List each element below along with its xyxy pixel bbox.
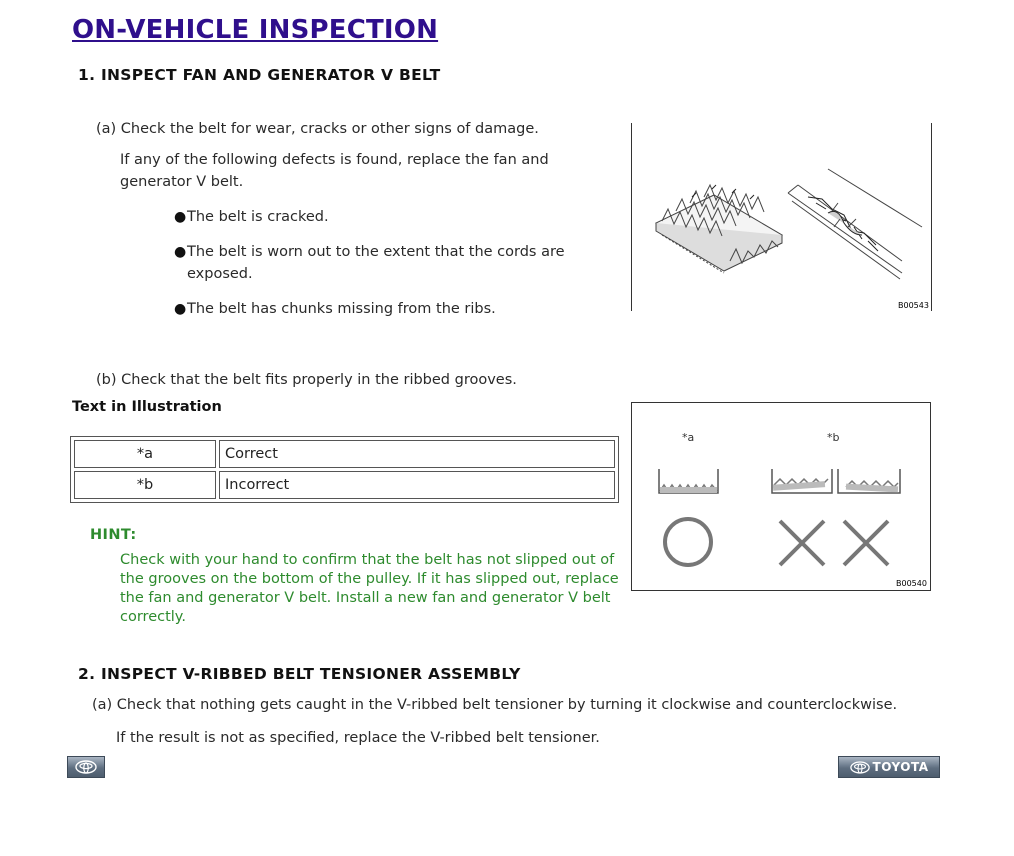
step-1a-note: If any of the following defects is found, replace the fan and generator V belt. bbox=[120, 152, 549, 190]
list-item bbox=[174, 298, 614, 320]
figure-2-label-b: *b bbox=[827, 431, 840, 444]
illustration-table bbox=[70, 436, 619, 503]
figure-2-label-a: *a bbox=[682, 431, 695, 444]
bullet-text: The belt has chunks missing from the ribs. bbox=[187, 301, 496, 317]
figure-2-code: B00540 bbox=[896, 579, 927, 588]
bullet-icon: ● bbox=[174, 244, 187, 260]
toyota-button[interactable] bbox=[838, 756, 940, 778]
section-1-heading: 1. INSPECT FAN AND GENERATOR V BELT bbox=[78, 66, 441, 84]
table-cell-value: Incorrect bbox=[219, 471, 615, 499]
toyota-home-button[interactable] bbox=[67, 756, 105, 778]
hint-text: Check with your hand to confirm that the belt has not slipped out of the grooves on the bottom of the pulley. If it has slipped out, replace the fan and generator V belt. Install a new fan and generator V belt correctly. bbox=[120, 552, 619, 625]
belt-fit-figure bbox=[631, 402, 931, 591]
list-item bbox=[174, 206, 614, 228]
toyota-logo-icon bbox=[75, 760, 97, 774]
step-2a-text: (a) Check that nothing gets caught in the V-ribbed belt tensioner by turning it clockwise and counterclockwise. bbox=[92, 697, 898, 713]
figure-1-code: B00543 bbox=[898, 301, 929, 310]
bullet-icon: ● bbox=[174, 209, 187, 225]
incorrect-x-icon bbox=[780, 521, 888, 565]
incorrect-belt-fit-icon bbox=[772, 469, 900, 493]
correct-circle-icon bbox=[665, 519, 711, 565]
step-2a-note: If the result is not as specified, replace the V-ribbed belt tensioner. bbox=[116, 730, 600, 746]
correct-belt-fit-icon bbox=[659, 469, 718, 493]
page-title: ON-VEHICLE INSPECTION bbox=[72, 15, 439, 45]
defect-list bbox=[174, 206, 614, 320]
belt-damage-figure bbox=[631, 123, 932, 311]
belt-damage-illustration bbox=[632, 123, 931, 311]
list-item bbox=[174, 241, 594, 285]
section-2-heading: 2. INSPECT V-RIBBED BELT TENSIONER ASSEMBLY bbox=[78, 665, 521, 683]
belt-fit-illustration bbox=[632, 403, 930, 590]
bullet-text: The belt is worn out to the extent that the cords are exposed. bbox=[187, 244, 565, 282]
step-1a-text: (a) Check the belt for wear, cracks or other signs of damage. bbox=[96, 121, 539, 137]
hint-title: HINT: bbox=[90, 527, 137, 543]
toyota-button-label: TOYOTA bbox=[872, 760, 929, 774]
table-cell-key: *a bbox=[74, 440, 216, 468]
bullet-text: The belt is cracked. bbox=[187, 209, 329, 225]
table-row bbox=[74, 440, 615, 468]
table-cell-value: Correct bbox=[219, 440, 615, 468]
illustration-heading: Text in Illustration bbox=[72, 399, 222, 415]
step-1b-text: (b) Check that the belt fits properly in the ribbed grooves. bbox=[96, 372, 517, 388]
table-cell-key: *b bbox=[74, 471, 216, 499]
toyota-logo-icon bbox=[850, 761, 870, 774]
bullet-icon: ● bbox=[174, 301, 187, 317]
table-row bbox=[74, 471, 615, 499]
